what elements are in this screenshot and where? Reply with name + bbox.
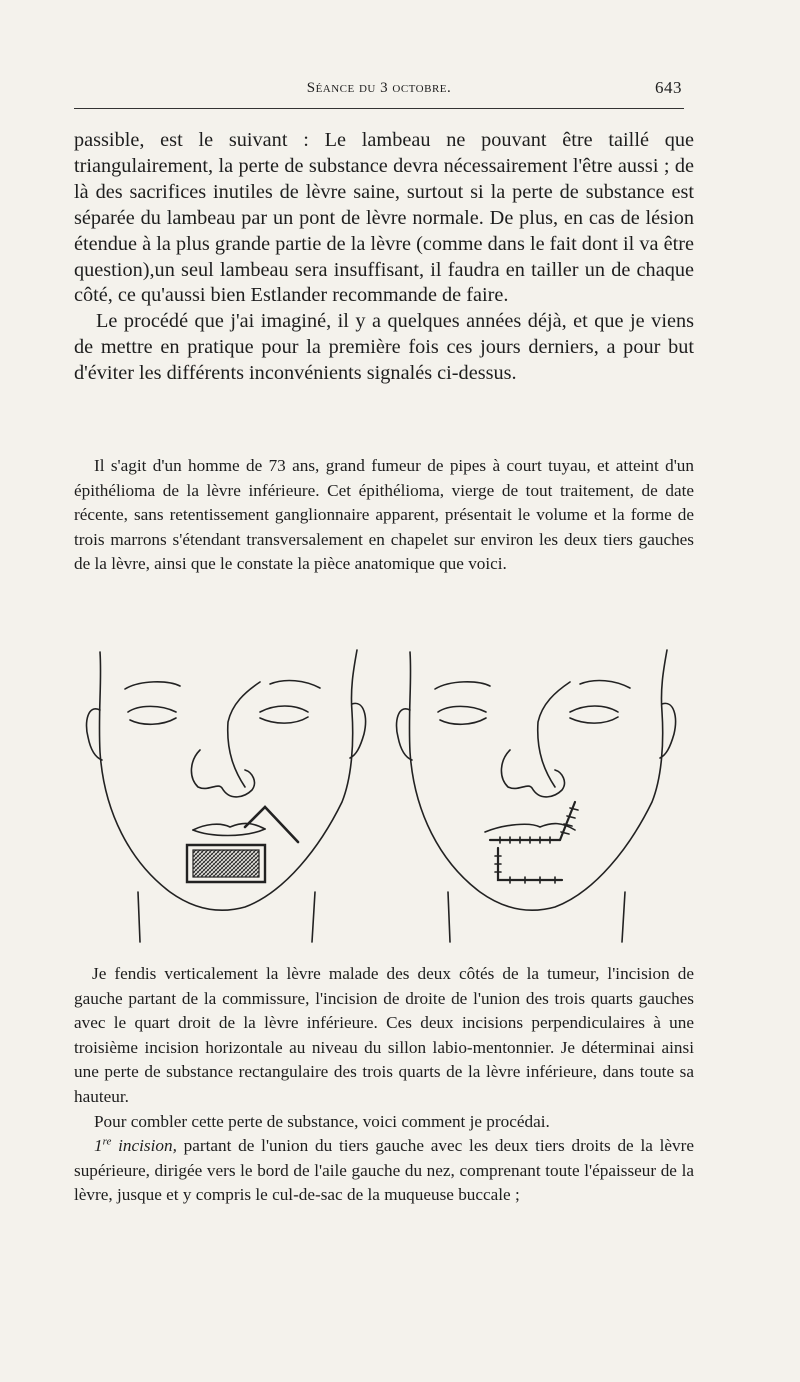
incision-superscript: re (102, 1135, 112, 1148)
faces-illustration (80, 642, 710, 947)
incision-number: 1 (94, 1136, 103, 1156)
paragraph: Le procédé que j'ai imaginé, il y a quelques années déjà, et que je viens de mettre en pratique pour la première fois ces jours derniers, a pour but d'éviter les différents inconvénients signalés ci-dessus. (74, 310, 694, 385)
case-description (74, 454, 694, 577)
page-number: 643 (655, 78, 682, 97)
paragraph: passible, est le suivant : Le lambeau ne pouvant être taillé que triangulairement, la perte de substance devra nécessairement l'être aussi ; de là des sacrifices inutiles de lèvre saine, surtout si la perte de substance est séparée du lambeau par un pont de lèvre normale. De plus, en cas de lésion étendue à la plus grande partie de la lèvre (comme dans le fait dont il va être question),un seul lambeau sera insuffisant, il faudra en tailler un de chaque côté, ce qu'aussi bien Estlander recommande de faire. (74, 129, 694, 307)
paragraph: Il s'agit d'un homme de 73 ans, grand fumeur de pipes à court tuyau, et atteint d'un épithélioma de la lèvre inférieure. Cet épithélioma, vierge de tout traitement, de date récente, sans retentissement ganglionnaire apparent, présentait le volume et la forme de trois marrons s'étendant transversalement en chapelet sur environ les deux tiers gauches de la lèvre, ainsi que le constate la pièce anatomique que voici. (74, 456, 694, 574)
surgical-figure (80, 642, 710, 947)
procedure-description (74, 962, 694, 1208)
face-before-operation (87, 650, 366, 942)
paragraph: Je fendis verticalement la lèvre malade des deux côtés de la tumeur, l'incision de gauche partant de la commissure, l'incision de droite de l'union des trois quarts gauches avec le quart droit de la lèvre inférieure. Ces deux incisions perpendiculaires à une troisième incision horizontale au niveau du sillon labio-mentonnier. Je déterminai ainsi une perte de substance rectangulaire des trois quarts de la lèvre inférieure, dans toute sa hauteur. (74, 964, 694, 1106)
incision-text: partant de l'union du tiers gauche avec les deux tiers droits de la lèvre supérieure, dirigée vers le bord de l'aile gauche du nez, comprenant toute l'épaisseur de la lèvre, jusque et y compris le cul-de-sac de la muqueuse buccale ; (74, 1136, 694, 1205)
running-head: Séance du 3 octobre. (306, 80, 452, 96)
header-rule (74, 108, 684, 109)
incision-paragraph (74, 1134, 694, 1208)
paragraph: Pour combler cette perte de substance, voici comment je procédai. (94, 1111, 550, 1131)
main-text (74, 128, 694, 387)
face-after-operation (397, 650, 676, 942)
incision-label: incision, (111, 1136, 177, 1156)
page-header (74, 78, 684, 102)
